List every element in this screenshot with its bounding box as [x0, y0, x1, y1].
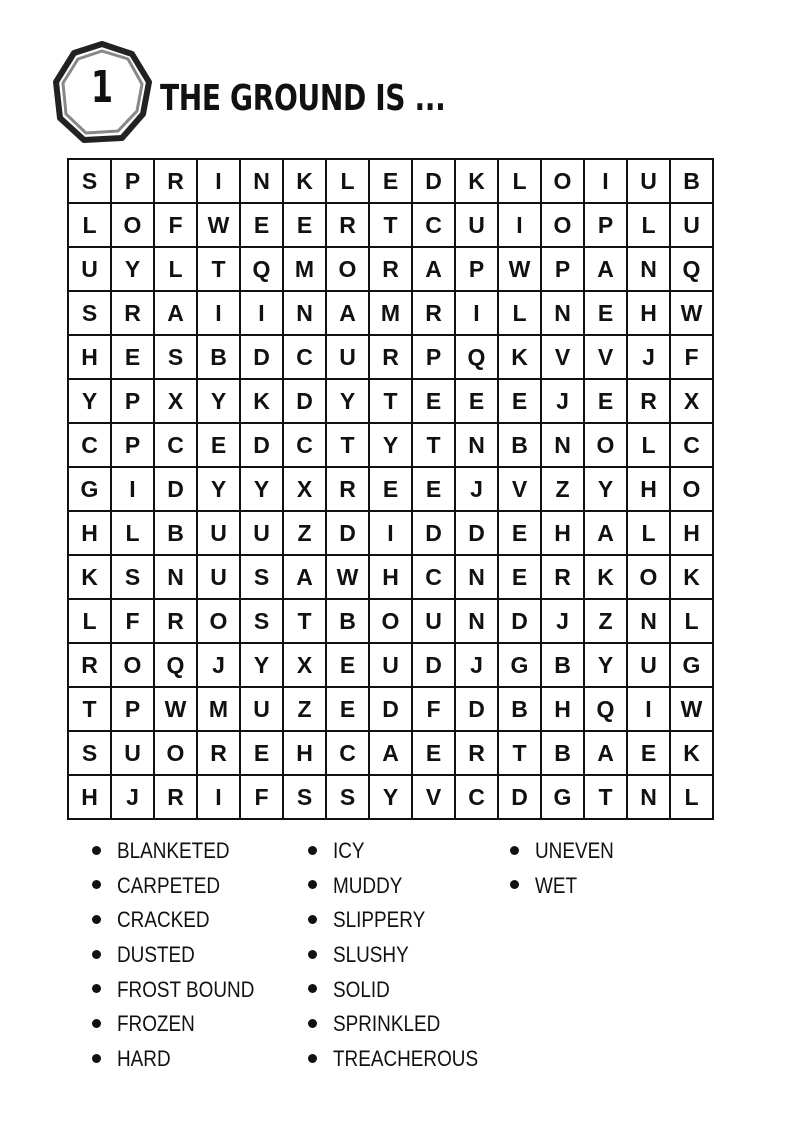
grid-row [68, 467, 713, 511]
grid-cell[interactable]: L [670, 775, 713, 819]
grid-cell[interactable]: O [670, 467, 713, 511]
grid-row [68, 423, 713, 467]
bullet-icon [510, 880, 519, 889]
grid-cell[interactable]: A [326, 291, 369, 335]
grid-cell[interactable]: R [154, 159, 197, 203]
grid-cell[interactable]: M [197, 687, 240, 731]
grid-cell[interactable]: I [455, 291, 498, 335]
grid-cell[interactable]: U [197, 511, 240, 555]
grid-cell[interactable]: E [498, 379, 541, 423]
grid-cell[interactable]: O [541, 203, 584, 247]
grid-cell[interactable]: H [541, 687, 584, 731]
grid-cell[interactable]: O [584, 423, 627, 467]
grid-cell[interactable]: O [326, 247, 369, 291]
grid-cell[interactable]: E [627, 731, 670, 775]
grid-cell[interactable]: E [498, 555, 541, 599]
grid-cell[interactable]: J [455, 467, 498, 511]
grid-cell[interactable]: J [455, 643, 498, 687]
grid-cell[interactable]: E [240, 731, 283, 775]
grid-cell[interactable]: R [68, 643, 111, 687]
grid-cell[interactable]: R [369, 335, 412, 379]
grid-cell[interactable]: E [240, 203, 283, 247]
grid-cell[interactable]: H [670, 511, 713, 555]
grid-row [68, 775, 713, 819]
grid-cell[interactable]: T [283, 599, 326, 643]
word-list-item [308, 869, 502, 904]
word-label: WET [535, 872, 578, 898]
word-list-item [308, 1042, 502, 1077]
grid-cell[interactable]: E [369, 467, 412, 511]
word-label: TREACHEROUS [333, 1046, 479, 1072]
grid-cell[interactable]: D [498, 599, 541, 643]
grid-cell[interactable]: L [498, 159, 541, 203]
grid-cell[interactable]: U [68, 247, 111, 291]
grid-row [68, 335, 713, 379]
bullet-icon [92, 880, 101, 889]
grid-cell[interactable]: W [197, 203, 240, 247]
grid-cell[interactable]: I [584, 159, 627, 203]
grid-cell[interactable]: X [283, 643, 326, 687]
grid-cell[interactable]: K [68, 555, 111, 599]
grid-cell[interactable]: Q [154, 643, 197, 687]
grid-cell[interactable]: L [627, 423, 670, 467]
word-label: FROZEN [117, 1011, 195, 1037]
word-list-item [92, 869, 277, 904]
grid-row [68, 599, 713, 643]
grid-cell[interactable]: N [240, 159, 283, 203]
grid-cell[interactable]: J [541, 379, 584, 423]
word-label: CRACKED [117, 907, 210, 933]
grid-cell[interactable]: X [670, 379, 713, 423]
grid-cell[interactable]: O [369, 599, 412, 643]
grid-cell[interactable]: U [240, 687, 283, 731]
grid-cell[interactable]: K [498, 335, 541, 379]
word-list-item [92, 1042, 277, 1077]
puzzle-number: 1 [90, 62, 114, 113]
grid-cell[interactable]: I [369, 511, 412, 555]
grid-cell[interactable]: I [111, 467, 154, 511]
grid-cell[interactable]: S [154, 335, 197, 379]
grid-cell[interactable]: C [283, 423, 326, 467]
word-label: MUDDY [333, 872, 403, 898]
grid-cell[interactable]: D [455, 511, 498, 555]
word-label: DUSTED [117, 942, 195, 968]
grid-cell[interactable]: V [541, 335, 584, 379]
grid-cell[interactable]: N [455, 423, 498, 467]
word-label: SLUSHY [333, 942, 409, 968]
grid-cell[interactable]: Z [584, 599, 627, 643]
grid-cell[interactable]: F [154, 203, 197, 247]
grid-cell[interactable]: O [111, 643, 154, 687]
grid-cell[interactable]: N [154, 555, 197, 599]
grid-cell[interactable]: G [541, 775, 584, 819]
word-search-grid [67, 158, 714, 820]
grid-cell[interactable]: L [111, 511, 154, 555]
grid-cell[interactable]: P [111, 379, 154, 423]
grid-cell[interactable]: E [369, 159, 412, 203]
grid-cell[interactable]: W [670, 291, 713, 335]
word-label: SPRINKLED [333, 1011, 441, 1037]
bullet-icon [92, 846, 101, 855]
grid-cell[interactable]: K [670, 731, 713, 775]
word-list-item [92, 938, 277, 973]
grid-cell[interactable]: N [541, 291, 584, 335]
grid-cell[interactable]: F [111, 599, 154, 643]
word-list-item [510, 869, 627, 904]
grid-row [68, 247, 713, 291]
grid-cell[interactable]: O [197, 599, 240, 643]
word-label: FROST BOUND [117, 976, 255, 1002]
grid-cell[interactable]: B [498, 423, 541, 467]
grid-cell[interactable]: U [670, 203, 713, 247]
grid-cell[interactable]: U [627, 643, 670, 687]
grid-cell[interactable]: Q [584, 687, 627, 731]
grid-cell[interactable]: H [369, 555, 412, 599]
bullet-icon [92, 984, 101, 993]
grid-cell[interactable]: G [670, 643, 713, 687]
grid-cell[interactable]: I [197, 159, 240, 203]
grid-cell[interactable]: U [627, 159, 670, 203]
grid-cell[interactable]: Z [541, 467, 584, 511]
word-label: HARD [117, 1046, 171, 1072]
grid-cell[interactable]: S [68, 291, 111, 335]
grid-cell[interactable]: H [68, 775, 111, 819]
grid-cell[interactable]: K [283, 159, 326, 203]
grid-cell[interactable]: B [498, 687, 541, 731]
grid-cell[interactable]: S [240, 599, 283, 643]
bullet-icon [308, 846, 317, 855]
grid-cell[interactable]: T [326, 423, 369, 467]
grid-cell[interactable]: Y [369, 423, 412, 467]
grid-cell[interactable]: N [627, 775, 670, 819]
grid-cell[interactable]: A [154, 291, 197, 335]
grid-cell[interactable]: G [498, 643, 541, 687]
grid-cell[interactable]: E [197, 423, 240, 467]
grid-cell[interactable]: H [627, 291, 670, 335]
grid-cell[interactable]: R [326, 467, 369, 511]
grid-cell[interactable]: Y [326, 379, 369, 423]
grid-cell[interactable]: S [68, 159, 111, 203]
grid-cell[interactable]: T [584, 775, 627, 819]
word-label: ICY [333, 838, 365, 863]
grid-cell[interactable]: E [584, 379, 627, 423]
grid-cell[interactable]: A [584, 731, 627, 775]
grid-cell[interactable]: K [584, 555, 627, 599]
grid-cell[interactable]: A [283, 555, 326, 599]
word-label: UNEVEN [535, 838, 614, 863]
grid-cell[interactable]: B [197, 335, 240, 379]
word-list-item [308, 834, 502, 869]
grid-cell[interactable]: B [670, 159, 713, 203]
grid-cell[interactable]: D [240, 335, 283, 379]
grid-cell[interactable]: X [283, 467, 326, 511]
bullet-icon [308, 1019, 317, 1028]
grid-cell[interactable]: B [541, 731, 584, 775]
grid-row [68, 731, 713, 775]
grid-cell[interactable]: L [326, 159, 369, 203]
grid-cell[interactable]: C [412, 203, 455, 247]
grid-row [68, 159, 713, 203]
grid-cell[interactable]: R [455, 731, 498, 775]
grid-cell[interactable]: J [627, 335, 670, 379]
grid-cell[interactable]: D [498, 775, 541, 819]
grid-cell[interactable]: K [455, 159, 498, 203]
grid-cell[interactable]: X [154, 379, 197, 423]
grid-cell[interactable]: L [670, 599, 713, 643]
grid-cell[interactable]: D [369, 687, 412, 731]
bullet-icon [308, 915, 317, 924]
bullet-icon [92, 915, 101, 924]
grid-cell[interactable]: Q [240, 247, 283, 291]
grid-cell[interactable]: Y [584, 467, 627, 511]
grid-cell[interactable]: L [68, 203, 111, 247]
grid-cell[interactable]: T [197, 247, 240, 291]
grid-cell[interactable]: E [111, 335, 154, 379]
grid-cell[interactable]: C [326, 731, 369, 775]
grid-cell[interactable]: K [240, 379, 283, 423]
grid-cell[interactable]: V [412, 775, 455, 819]
word-label: SLIPPERY [333, 907, 426, 933]
grid-cell[interactable]: Z [283, 687, 326, 731]
grid-cell[interactable]: D [283, 379, 326, 423]
grid-cell[interactable]: W [326, 555, 369, 599]
grid-cell[interactable]: R [541, 555, 584, 599]
grid-cell[interactable]: H [68, 511, 111, 555]
grid-cell[interactable]: C [154, 423, 197, 467]
grid-cell[interactable]: N [283, 291, 326, 335]
grid-cell[interactable]: N [627, 599, 670, 643]
grid-cell[interactable]: C [412, 555, 455, 599]
grid-cell[interactable]: E [283, 203, 326, 247]
grid-cell[interactable]: T [369, 203, 412, 247]
grid-cell[interactable]: A [412, 247, 455, 291]
grid-cell[interactable]: D [326, 511, 369, 555]
grid-cell[interactable]: L [154, 247, 197, 291]
grid-cell[interactable]: B [326, 599, 369, 643]
grid-cell[interactable]: C [670, 423, 713, 467]
word-list-column [92, 834, 277, 1077]
grid-cell[interactable]: W [154, 687, 197, 731]
bullet-icon [92, 1019, 101, 1028]
grid-cell[interactable]: U [455, 203, 498, 247]
grid-cell[interactable]: E [584, 291, 627, 335]
grid-cell[interactable]: S [111, 555, 154, 599]
grid-cell[interactable]: E [455, 379, 498, 423]
grid-cell[interactable]: P [412, 335, 455, 379]
grid-cell[interactable]: Y [240, 643, 283, 687]
word-list-column [510, 834, 627, 903]
grid-cell[interactable]: D [412, 643, 455, 687]
grid-cell[interactable]: E [412, 467, 455, 511]
grid-cell[interactable]: F [240, 775, 283, 819]
grid-cell[interactable]: S [68, 731, 111, 775]
grid-cell[interactable]: T [369, 379, 412, 423]
grid-cell[interactable]: Y [197, 379, 240, 423]
grid-cell[interactable]: Q [670, 247, 713, 291]
grid-cell[interactable]: T [498, 731, 541, 775]
grid-cell[interactable]: O [111, 203, 154, 247]
grid-cell[interactable]: A [584, 247, 627, 291]
word-label: SOLID [333, 976, 390, 1002]
grid-cell[interactable]: P [584, 203, 627, 247]
grid-cell[interactable]: N [541, 423, 584, 467]
grid-row [68, 643, 713, 687]
grid-cell[interactable]: D [412, 159, 455, 203]
page-title: THE GROUND IS ... [160, 78, 446, 119]
grid-cell[interactable]: Y [584, 643, 627, 687]
bullet-icon [92, 1054, 101, 1063]
grid-cell[interactable]: Y [68, 379, 111, 423]
word-list-item [92, 903, 277, 938]
bullet-icon [308, 950, 317, 959]
word-list-item [308, 973, 502, 1008]
grid-cell[interactable]: R [111, 291, 154, 335]
grid-cell[interactable]: P [111, 423, 154, 467]
grid-cell[interactable]: Z [283, 511, 326, 555]
grid-cell[interactable]: O [154, 731, 197, 775]
grid-cell[interactable]: R [197, 731, 240, 775]
grid-cell[interactable]: S [240, 555, 283, 599]
grid-cell[interactable]: F [412, 687, 455, 731]
word-list-item [308, 938, 502, 973]
grid-row [68, 511, 713, 555]
grid-cell[interactable]: Q [455, 335, 498, 379]
grid-cell[interactable]: Y [240, 467, 283, 511]
grid-cell[interactable]: L [627, 511, 670, 555]
grid-cell[interactable]: W [670, 687, 713, 731]
grid-cell[interactable]: H [68, 335, 111, 379]
grid-cell[interactable]: A [369, 731, 412, 775]
word-list-item [308, 903, 502, 938]
word-label: BLANKETED [117, 838, 230, 863]
bullet-icon [308, 880, 317, 889]
grid-row [68, 291, 713, 335]
grid-cell[interactable]: B [154, 511, 197, 555]
grid-cell[interactable]: N [455, 555, 498, 599]
grid-cell[interactable]: M [283, 247, 326, 291]
word-label: CARPETED [117, 872, 221, 898]
word-list-item [92, 834, 277, 869]
grid-cell[interactable]: D [412, 511, 455, 555]
grid-cell[interactable]: U [369, 643, 412, 687]
word-list-column [308, 834, 502, 1077]
grid-cell[interactable]: E [326, 643, 369, 687]
grid-cell[interactable]: H [627, 467, 670, 511]
grid-cell[interactable]: L [627, 203, 670, 247]
grid-cell[interactable]: J [197, 643, 240, 687]
grid-cell[interactable]: I [498, 203, 541, 247]
grid-cell[interactable]: P [111, 159, 154, 203]
grid-cell[interactable]: L [498, 291, 541, 335]
word-list-item [308, 1007, 502, 1042]
grid-cell[interactable]: C [455, 775, 498, 819]
grid-cell[interactable]: U [326, 335, 369, 379]
grid-row [68, 687, 713, 731]
bullet-icon [308, 1054, 317, 1063]
grid-cell[interactable]: J [111, 775, 154, 819]
grid-cell[interactable]: U [240, 511, 283, 555]
grid-cell[interactable]: L [68, 599, 111, 643]
grid-cell[interactable]: S [283, 775, 326, 819]
grid-cell[interactable]: P [455, 247, 498, 291]
grid-cell[interactable]: D [154, 467, 197, 511]
grid-cell[interactable]: K [670, 555, 713, 599]
grid-cell[interactable]: N [455, 599, 498, 643]
bullet-icon [308, 984, 317, 993]
grid-cell[interactable]: E [498, 511, 541, 555]
grid-row [68, 203, 713, 247]
grid-cell[interactable]: P [541, 247, 584, 291]
grid-cell[interactable]: D [240, 423, 283, 467]
word-list-item [510, 834, 627, 869]
grid-cell[interactable]: U [197, 555, 240, 599]
grid-cell[interactable]: R [412, 291, 455, 335]
grid-cell[interactable]: R [326, 203, 369, 247]
grid-cell[interactable]: I [197, 291, 240, 335]
grid-cell[interactable]: Y [111, 247, 154, 291]
grid-cell[interactable]: A [584, 511, 627, 555]
grid-cell[interactable]: T [68, 687, 111, 731]
grid-cell[interactable]: G [68, 467, 111, 511]
grid-cell[interactable]: M [369, 291, 412, 335]
word-list-item [92, 1007, 277, 1042]
grid-cell[interactable]: Y [197, 467, 240, 511]
grid-cell[interactable]: V [498, 467, 541, 511]
grid-cell[interactable]: S [326, 775, 369, 819]
grid-cell[interactable]: C [283, 335, 326, 379]
grid-cell[interactable]: U [412, 599, 455, 643]
grid-cell[interactable]: Y [369, 775, 412, 819]
grid-cell[interactable]: E [412, 379, 455, 423]
grid-cell[interactable]: E [412, 731, 455, 775]
grid-cell[interactable]: B [541, 643, 584, 687]
bullet-icon [510, 846, 519, 855]
grid-row [68, 379, 713, 423]
grid-cell[interactable]: R [154, 599, 197, 643]
grid-cell[interactable]: O [627, 555, 670, 599]
grid-cell[interactable]: D [455, 687, 498, 731]
grid-cell[interactable]: J [541, 599, 584, 643]
word-list-item [92, 973, 277, 1008]
grid-cell[interactable]: I [197, 775, 240, 819]
grid-cell[interactable]: N [627, 247, 670, 291]
bullet-icon [92, 950, 101, 959]
grid-cell[interactable]: R [369, 247, 412, 291]
grid-cell[interactable]: W [498, 247, 541, 291]
grid-cell[interactable]: R [154, 775, 197, 819]
grid-cell[interactable]: O [541, 159, 584, 203]
grid-cell[interactable]: H [283, 731, 326, 775]
grid-cell[interactable]: F [670, 335, 713, 379]
grid-cell[interactable]: U [111, 731, 154, 775]
grid-cell[interactable]: V [584, 335, 627, 379]
grid-cell[interactable]: T [412, 423, 455, 467]
grid-cell[interactable]: I [240, 291, 283, 335]
grid-cell[interactable]: E [326, 687, 369, 731]
grid-cell[interactable]: R [627, 379, 670, 423]
grid-cell[interactable]: I [627, 687, 670, 731]
grid-row [68, 555, 713, 599]
grid-cell[interactable]: P [111, 687, 154, 731]
grid-cell[interactable]: H [541, 511, 584, 555]
grid-cell[interactable]: C [68, 423, 111, 467]
